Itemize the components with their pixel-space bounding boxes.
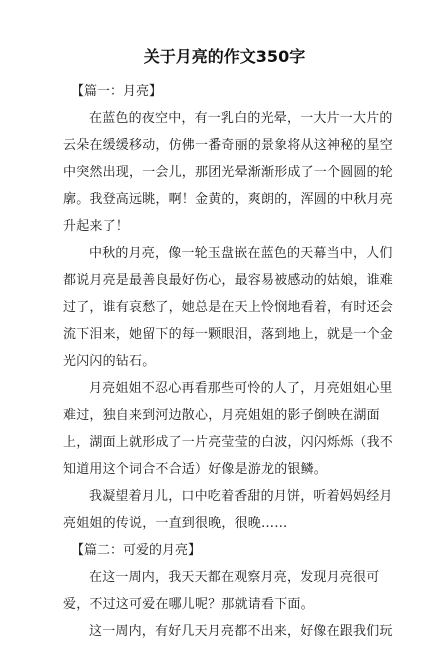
section-heading-2: 【篇二：可爱的月亮】 xyxy=(71,543,202,558)
paragraph: 这一周内，有好几天月亮都不出来，好像在跟我们玩 xyxy=(89,624,393,639)
paragraph: 月亮姐姐不忍心再看那些可怜的人了，月亮姐姐心里难过，独自来到河边散心，月亮姐姐的影子倒映在湖面上，湖面上就形成了一片亮莹莹的白波，闪闪烁烁（我不知道用这个词合不合适）好像是游龙的银鳞。 xyxy=(63,381,394,477)
paragraph: 我凝望着月儿，口中吃着香甜的月饼，听着妈妈经月亮姐姐的传说，一直到很晚，很晚…… xyxy=(63,489,393,531)
paragraph: 中秋的月亮，像一轮玉盘嵌在蓝色的天幕当中，人们都说月亮是最善良最好伤心，最容易被感动的姑娘，谁难过了，谁有哀愁了，她总是在天上怜悯地看着，有时还会流下泪来，她留下的每一颗眼泪，落到地上，就是一个金光闪闪的钻石。 xyxy=(63,246,394,369)
document-title: 关于月亮的作文350字 xyxy=(143,47,306,66)
paragraph: 在蓝色的夜空中，有一乳白的光晕，一大片一大片的云朵在缓缓移动，仿佛一番奇丽的景象将从这神秘的星空中突然出现，一会儿，那团光晕渐渐形成了一个圆圆的轮廓。我登高远眺，啊！金黄的，爽朗的，浑圆的中秋月亮升起来了！ xyxy=(63,111,394,234)
paragraph: 在这一周内，我天天都在观察月亮，发现月亮很可爱，不过这可爱在哪儿呢？那就请看下面。 xyxy=(63,570,380,612)
section-heading-1: 【篇一：月亮】 xyxy=(71,84,163,99)
